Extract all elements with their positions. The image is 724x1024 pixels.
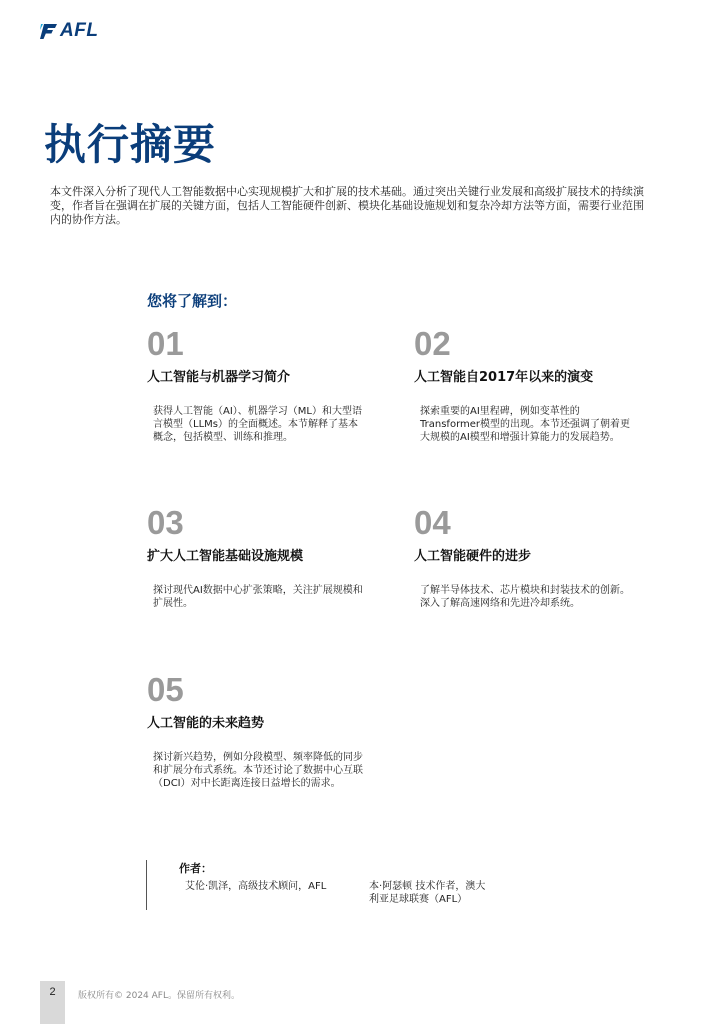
section-title: 人工智能的未来趋势: [147, 716, 265, 731]
section-description: 获得人工智能（AI）、机器学习（ML）和大型语言模型（LLMs）的全面概述。本节解释了基本概念，包括模型、训练和推理。: [153, 406, 362, 443]
section-01: [147, 326, 387, 444]
section-number: 01: [147, 325, 184, 362]
section-description: 探讨现代AI数据中心扩张策略，关注扩展规模和扩展性。: [153, 585, 363, 609]
copyright-text: 版权所有© 2024 AFL。保留所有权利。: [78, 991, 240, 1001]
section-04: [414, 505, 654, 610]
section-number: 05: [147, 671, 184, 708]
section-description: 了解半导体技术、芯片模块和封装技术的创新。深入了解高速网络和先进冷却系统。: [420, 585, 630, 609]
section-title: 扩大人工智能基础设施规模: [147, 549, 304, 564]
section-title: 人工智能硬件的进步: [414, 549, 532, 564]
section-description: 探讨新兴趋势，例如分段模型、频率降低的同步和扩展分布式系统。本节还讨论了数据中心互联（DCI）对中长距离连接日益增长的需求。: [153, 752, 363, 789]
page-number-tab: [40, 981, 65, 1024]
section-title: 人工智能与机器学习简介: [147, 370, 291, 385]
section-number: 03: [147, 504, 184, 541]
afl-logo-icon: [40, 22, 58, 40]
author-2: 本·阿瑟顿 技术作者，澳大利亚足球联赛（AFL）: [369, 881, 486, 905]
learn-heading: 您将了解到：: [147, 292, 238, 310]
section-number: 02: [414, 325, 451, 362]
section-title: 人工智能自2017年以来的演变: [414, 370, 594, 385]
section-number: 04: [414, 504, 451, 541]
afl-logo: [40, 20, 98, 42]
section-description: 探索重要的AI里程碑，例如变革性的Transformer模型的出现。本节还强调了朝着更大规模的AI模型和增强计算能力的发展趋势。: [420, 406, 631, 443]
section-05: [147, 672, 387, 790]
authors-block: [146, 860, 677, 910]
logo-text: AFL: [60, 20, 99, 41]
section-03: [147, 505, 387, 610]
page-title: 执行摘要: [44, 120, 217, 169]
authors-label: 作者：: [179, 862, 212, 875]
author-1: 艾伦·凯泽，高级技术顾问，AFL: [185, 881, 327, 892]
page-number: 2: [49, 986, 56, 998]
section-02: [414, 326, 654, 444]
intro-paragraph: 本文件深入分析了现代人工智能数据中心实现规模扩大和扩展的技术基础。通过突出关键行业发展和高级扩展技术的持续演变，作者旨在强调在扩展的关键方面，包括人工智能硬件创新、模块化基础设施规划和复杂冷却方法等方面，需要行业范围内的协作方法。: [50, 185, 644, 226]
